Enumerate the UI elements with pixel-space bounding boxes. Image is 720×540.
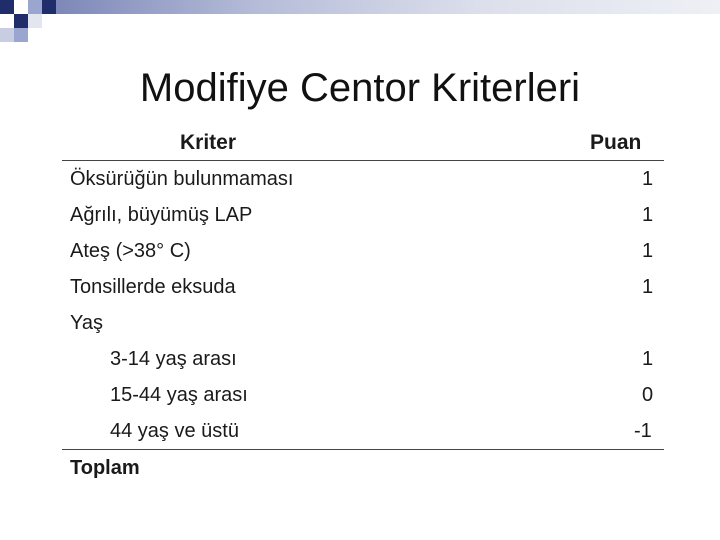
header-criterion: Kriter bbox=[180, 131, 237, 154]
total-points bbox=[590, 450, 664, 487]
deco-bar bbox=[56, 0, 720, 14]
row-criterion: 44 yaş ve üstü bbox=[110, 419, 239, 442]
row-criterion: Tonsillerde eksuda bbox=[70, 275, 236, 298]
deco-square bbox=[0, 28, 14, 42]
total-label: Toplam bbox=[70, 456, 140, 479]
row-points: 1 bbox=[642, 275, 654, 298]
row-points: 0 bbox=[642, 383, 654, 406]
table-row bbox=[62, 377, 664, 413]
deco-square bbox=[0, 0, 14, 14]
table-total-row bbox=[62, 450, 664, 487]
row-points: 1 bbox=[642, 203, 654, 226]
row-points: 1 bbox=[642, 167, 654, 190]
row-points: 1 bbox=[642, 347, 654, 370]
deco-square bbox=[42, 0, 56, 14]
header-decoration bbox=[0, 0, 720, 50]
table-header-row bbox=[62, 126, 664, 161]
row-criterion: 15-44 yaş arası bbox=[110, 383, 248, 406]
table-row bbox=[62, 197, 664, 233]
table-row bbox=[62, 269, 664, 305]
deco-square bbox=[14, 14, 28, 28]
table-row bbox=[62, 233, 664, 269]
deco-square bbox=[28, 14, 42, 28]
row-criterion: Ağrılı, büyümüş LAP bbox=[70, 203, 253, 226]
slide-title: Modifiye Centor Kriterleri bbox=[139, 66, 581, 110]
row-criterion: 3-14 yaş arası bbox=[110, 347, 237, 370]
row-criterion: Öksürüğün bulunmaması bbox=[70, 167, 294, 190]
row-points bbox=[590, 305, 664, 341]
table-row bbox=[62, 341, 664, 377]
table-row bbox=[62, 305, 664, 341]
table-row bbox=[62, 413, 664, 450]
deco-square bbox=[14, 28, 28, 42]
row-criterion: Ateş (>38° C) bbox=[70, 239, 191, 262]
criteria-table bbox=[62, 126, 664, 486]
deco-square bbox=[28, 0, 42, 14]
row-criterion: Yaş bbox=[70, 311, 103, 334]
row-points: 1 bbox=[642, 239, 654, 262]
table-row bbox=[62, 161, 664, 198]
header-points: Puan bbox=[590, 131, 642, 154]
row-points: -1 bbox=[634, 419, 652, 442]
